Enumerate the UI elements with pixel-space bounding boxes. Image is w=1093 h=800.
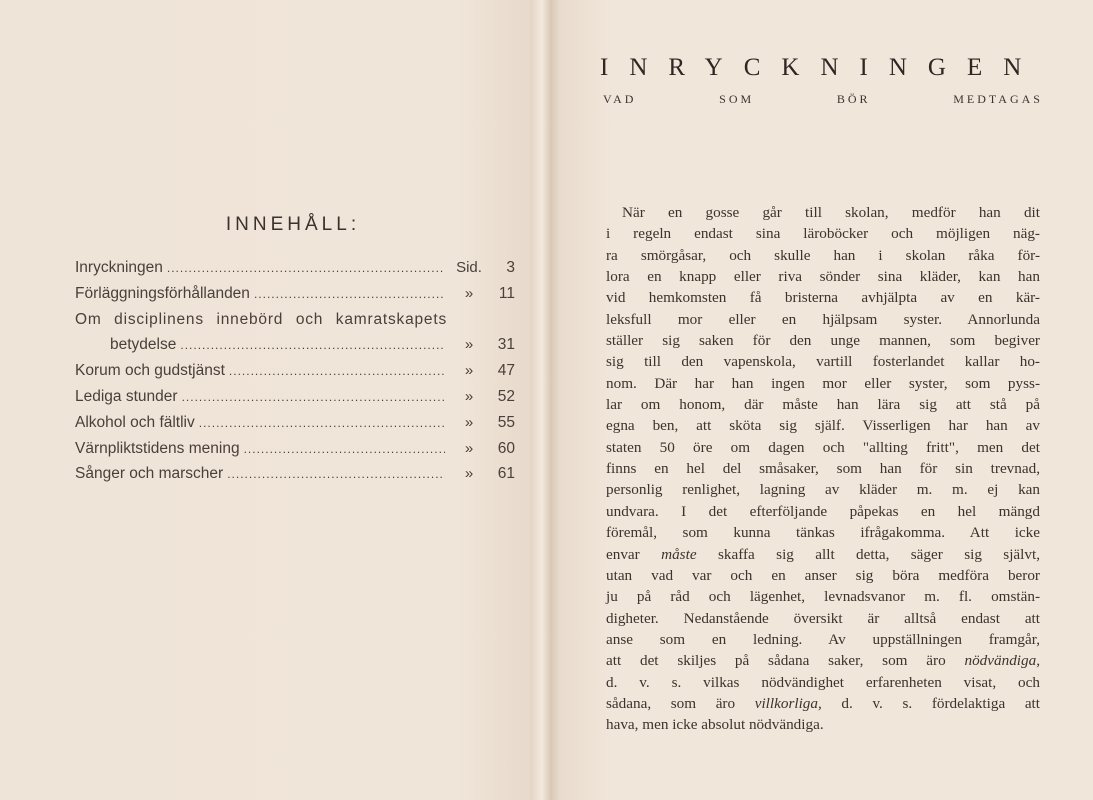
text-line — [606, 524, 1040, 545]
toc-entry-title: Inryckningen — [75, 259, 163, 276]
text-segment: villkorliga, — [754, 694, 822, 712]
toc-entry — [75, 414, 515, 440]
text-segment: sig till den vapenskola, vartill fosterlandet kallar ho- — [606, 353, 1040, 371]
text-segment: När en gosse går till skolan, medför han dit — [622, 204, 1040, 221]
toc-entry-title: Förläggningsförhållanden — [75, 284, 250, 302]
toc-leader-dots — [180, 338, 445, 352]
toc-ditto-mark: » — [464, 284, 474, 302]
text-segment: envar — [606, 545, 662, 563]
toc-ditto-mark: » — [464, 387, 474, 405]
toc-entry-title: Värnpliktstidens mening — [75, 439, 240, 457]
toc-page-number: 52 — [497, 387, 515, 405]
text-segment: anse som en ledning. Av uppställningen framgår, — [606, 630, 1040, 648]
toc-entry — [75, 388, 515, 414]
text-line — [606, 268, 1040, 289]
subtitle-word: VAD — [603, 92, 637, 106]
text-line — [606, 225, 1040, 246]
toc-entry — [75, 362, 515, 388]
toc-page-number: 61 — [497, 465, 515, 483]
toc-ditto-mark: » — [464, 413, 474, 431]
toc-page-number: 3 — [506, 259, 515, 276]
toc-entry — [75, 465, 515, 491]
text-segment: personlig renlighet, lagning av kläder m. m. ej kan — [606, 481, 1040, 499]
toc-ditto-mark: » — [464, 336, 474, 354]
toc-entry-title: Om disciplinens innebörd och kamratskapets — [75, 310, 447, 328]
book-spine — [530, 0, 560, 800]
toc-entry — [75, 440, 515, 466]
toc-leader-dots — [229, 364, 445, 378]
toc-page-number: 47 — [497, 362, 515, 380]
text-segment: d. v. s. vilkas nödvändighet erfarenheten visat, och — [606, 673, 1040, 691]
text-segment: finns en hel del småsaker, som han för sin trevnad, — [606, 460, 1040, 478]
text-segment: ställer sig saken för den unge mannen, som begiver — [606, 332, 1040, 350]
text-line — [606, 332, 1040, 353]
toc-ditto-mark: » — [464, 362, 474, 380]
text-segment: sådana, som äro — [606, 694, 755, 712]
text-line — [606, 481, 1040, 502]
text-segment: utan vad var och en anser sig böra medföra beror — [606, 566, 1040, 584]
text-line — [606, 396, 1040, 417]
toc-entry — [75, 311, 515, 337]
text-line — [606, 716, 1040, 737]
chapter-subtitle — [603, 92, 1043, 107]
text-line — [606, 610, 1040, 631]
text-segment: måste — [661, 545, 697, 563]
toc-page-number: 55 — [497, 413, 515, 431]
text-segment: föremål, som kunna tänkas ifrågakomma. Att icke — [606, 524, 1040, 542]
text-segment: lar om honom, där måste han lära sig att stå på — [606, 396, 1040, 414]
toc-page-number: 60 — [497, 439, 515, 457]
text-segment: att det skiljes på sådana saker, som äro — [606, 652, 965, 670]
subtitle-word: BÖR — [836, 92, 871, 106]
text-segment: ra smörgåsar, och skulle han i skolan råka för- — [606, 246, 1040, 264]
toc-entry-title: Alkohol och fältliv — [75, 413, 195, 431]
text-line — [606, 417, 1040, 438]
text-line — [606, 460, 1040, 481]
toc-leader-dots — [199, 416, 445, 430]
text-line — [606, 631, 1040, 652]
text-line — [606, 311, 1040, 332]
text-line — [606, 204, 1040, 225]
chapter-title-text: INRYCKNINGEN — [600, 54, 1043, 81]
toc-leader-dots — [254, 287, 445, 301]
toc-ditto-mark: » — [464, 465, 474, 483]
text-line — [606, 546, 1040, 567]
toc-leader-dots — [244, 442, 445, 456]
toc-entry — [75, 285, 515, 311]
text-line — [606, 588, 1040, 609]
toc-ditto-mark: Sid. — [456, 259, 482, 276]
text-line — [606, 375, 1040, 396]
text-line — [606, 695, 1040, 716]
text-line — [606, 567, 1040, 588]
text-segment: nom. Där har han ingen mor eller syster, som pyss- — [606, 374, 1040, 392]
toc-entry — [75, 336, 515, 362]
body-text — [606, 204, 1040, 738]
text-segment: undvara. I det efterföljande påpekas en hel mängd — [606, 502, 1040, 520]
text-segment: skaffa sig allt detta, säger sig självt, — [696, 545, 1040, 563]
text-line — [606, 289, 1040, 310]
text-line — [606, 674, 1040, 695]
text-segment: leksfull mor eller en hjälpsam syster. Annorlunda — [606, 310, 1040, 328]
toc-title: INNEHÅLL: — [225, 214, 361, 235]
text-line — [606, 503, 1040, 524]
text-segment: staten 50 öre om dagen och "allting fritt", men det — [606, 438, 1040, 456]
text-segment: nödvändiga, — [964, 652, 1040, 670]
subtitle-word: SOM — [719, 92, 755, 106]
toc-leader-dots — [167, 261, 445, 275]
table-of-contents — [75, 259, 515, 491]
toc-ditto-mark: » — [464, 439, 474, 457]
toc-entry-title: Sånger och marscher — [75, 465, 224, 483]
text-segment: vid hemkomsten få bristerna avhjälpta av en kär- — [606, 289, 1040, 307]
toc-entry — [75, 259, 515, 285]
text-segment: digheter. Nedanstående översikt är alltså endast att — [606, 609, 1040, 627]
text-segment: d. v. s. fördelaktiga att — [821, 694, 1040, 712]
text-line — [606, 652, 1040, 673]
text-line — [606, 353, 1040, 374]
text-segment: i regeln endast sina läroböcker och möjligen näg- — [606, 225, 1040, 243]
text-segment: ju på råd och lägenhet, levnadsvanor m. fl. omstän- — [606, 588, 1040, 606]
chapter-title — [600, 54, 1045, 82]
toc-page-number: 31 — [497, 336, 515, 354]
text-line — [606, 247, 1040, 268]
text-line — [606, 439, 1040, 460]
toc-leader-dots — [227, 467, 445, 481]
toc-leader-dots — [182, 390, 445, 404]
toc-page-number: 11 — [498, 284, 515, 302]
text-segment: hava, men icke absolut nödvändiga. — [606, 716, 824, 734]
toc-entry-title: Lediga stunder — [75, 387, 178, 405]
toc-entry-title: Korum och gudstjänst — [75, 362, 225, 380]
text-segment: egna ben, att sköta sig själf. Visserligen har han av — [606, 417, 1040, 435]
toc-entry-title: betydelse — [110, 336, 177, 354]
text-segment: lora en knapp eller riva sönder sina kläder, kan han — [606, 268, 1040, 286]
subtitle-word: MEDTAGAS — [953, 92, 1043, 106]
